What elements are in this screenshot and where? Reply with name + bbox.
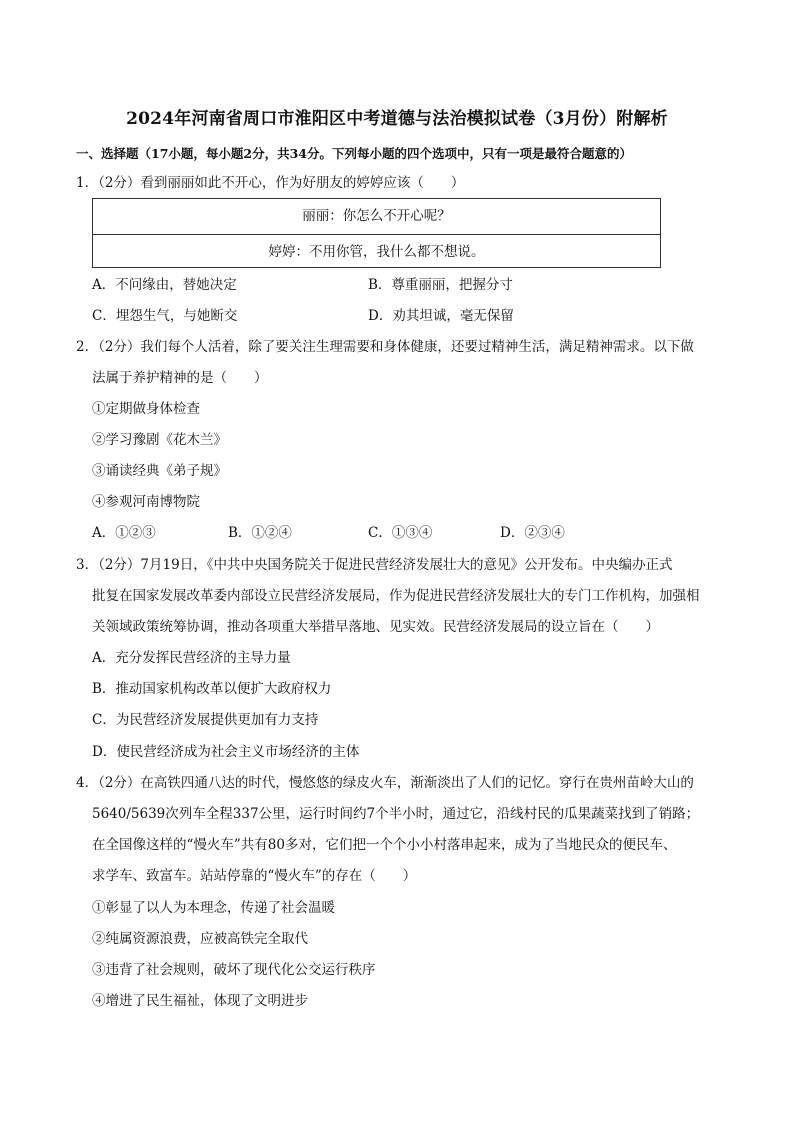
question-3-option-d: D．使民营经济成为社会主义市场经济的主体 xyxy=(92,744,360,760)
question-4-stem-line-2: 5640/5639次列车全程337公里，运行时间约7个半小时，通过它，沿线村民的瓜果蔬菜找到了销路； xyxy=(92,806,700,822)
question-4-item-2: ②纯属资源浪费，应被高铁完全取代 xyxy=(92,931,308,947)
question-4-stem-line-1: 4．（2分）在高铁四通八达的时代，慢悠悠的绿皮火车，渐渐淡出了人们的记忆。穿行在贵州苗岭大山的 xyxy=(76,775,694,791)
question-1-stem: 1．（2分）看到丽丽如此不开心，作为好朋友的婷婷应该（ ） xyxy=(76,175,465,191)
question-3-stem-line-2: 批复在国家发展改革委内部设立民营经济发展局，作为促进民营经济发展壮大的专门工作机构，加强相 xyxy=(92,588,700,604)
dialog-row-tingting: 婷婷：不用你管，我什么都不想说。 xyxy=(93,234,660,270)
section-heading: 一、选择题（17小题，每小题2分，共34分。下列每小题的四个选项中，只有一项是最符合题意的） xyxy=(76,146,632,161)
question-3-option-b: B．推动国家机构改革以便扩大政府权力 xyxy=(92,681,332,697)
question-2-item-4: ④参观河南博物院 xyxy=(92,494,200,510)
question-1-option-d: D．劝其坦诚，毫无保留 xyxy=(368,308,514,324)
question-1-option-c: C．埋怨生气，与她断交 xyxy=(92,308,238,324)
question-1-option-b: B．尊重丽丽，把握分寸 xyxy=(368,277,513,293)
question-4-item-3: ③违背了社会规则，破坏了现代化公交运行秩序 xyxy=(92,962,376,978)
question-2-stem-line-2: 法属于养护精神的是（ ） xyxy=(92,370,268,386)
question-2-option-d: D．②③④ xyxy=(500,525,565,541)
question-2-options xyxy=(92,524,565,542)
question-3-option-c: C．为民营经济发展提供更加有力支持 xyxy=(92,712,319,728)
question-3-option-a: A．充分发挥民营经济的主导力量 xyxy=(92,650,291,666)
page-title: 2024年河南省周口市淮阳区中考道德与法治模拟试卷（3月份）附解析 xyxy=(126,109,668,129)
question-1-dialog-table xyxy=(92,198,661,268)
question-2-option-a: A．①②③ xyxy=(92,525,156,541)
question-4-item-1: ①彰显了以人为本理念，传递了社会温暖 xyxy=(92,900,335,916)
dialog-row-lili: 丽丽：你怎么不开心呢？ xyxy=(302,208,451,224)
question-3-stem-line-1: 3．（2分）7月19日，《中共中央国务院关于促进民营经济发展壮大的意见》公开发布。中央编办正式 xyxy=(76,557,673,573)
question-4-stem-line-4: 求学车、致富车。站站停靠的“慢火车”的存在（ ） xyxy=(92,868,417,884)
question-2-item-3: ③诵读经典《弟子规》 xyxy=(92,463,227,479)
question-4-stem-line-3: 在全国像这样的“慢火车”共有80多对，它们把一个个小小村落串起来，成为了当地民众的便民车、 xyxy=(92,837,677,853)
question-2-option-c: C．①③④ xyxy=(368,525,433,541)
question-1-option-a: A．不问缘由，替她决定 xyxy=(92,277,237,293)
question-3-stem-line-3: 关领域政策统筹协调，推动各项重大举措早落地、见实效。民营经济发展局的设立旨在（ ） xyxy=(92,619,659,635)
question-2-stem-line-1: 2．（2分）我们每个人活着，除了要关注生理需要和身体健康，还要过精神生活，满足精神需求。以下做 xyxy=(76,339,694,355)
question-4-item-4: ④增进了民生福祉，体现了文明进步 xyxy=(92,993,308,1009)
question-2-item-1: ①定期做身体检查 xyxy=(92,401,200,417)
question-2-option-b: B．①②④ xyxy=(228,525,292,541)
question-2-item-2: ②学习豫剧《花木兰》 xyxy=(92,432,227,448)
